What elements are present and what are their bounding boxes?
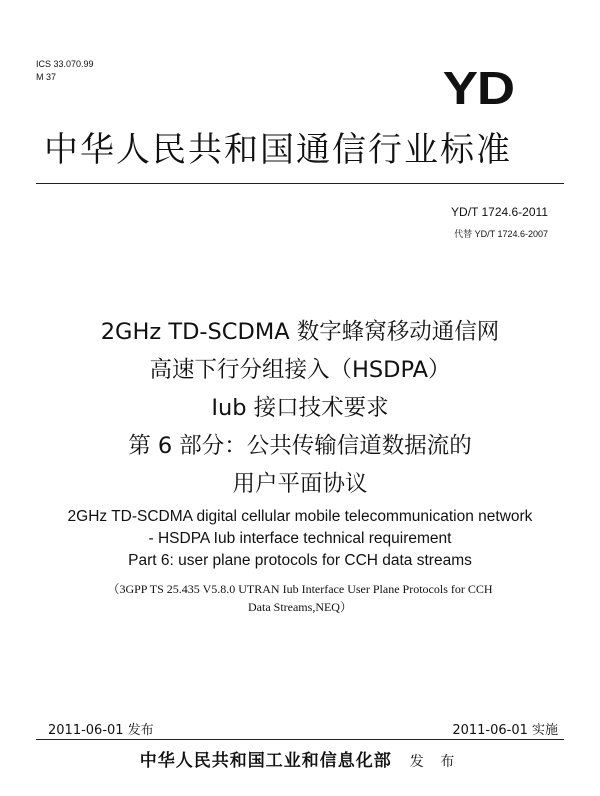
chinese-title-line: 2GHz TD-SCDMA 数字蜂窝移动通信网 [100,319,500,345]
header-rule [36,183,564,184]
chinese-title [0,313,600,503]
ics-code: ICS 33.070.99 [36,59,94,69]
english-title-line: 2GHz TD-SCDMA digital cellular mobile telecommunication network [67,508,533,525]
replaces-note: 代替 YD/T 1724.6-2007 [454,229,548,239]
issuing-authority [0,746,600,771]
publish-date: 2011-06-01 发布 [48,723,154,738]
classification-codes [36,58,94,84]
chinese-title-line: 第 6 部分：公共传输信道数据流的 [128,433,472,459]
issuer-name: 中华人民共和国工业和信息化部 [139,751,392,771]
implement-date: 2011-06-01 实施 [452,723,558,738]
ccs-code: M 37 [36,72,57,82]
standard-category-title: 中华人民共和国通信行业标准 [44,130,512,170]
standard-number: YD/T 1724.6-2011 [451,205,548,219]
issue-word: 发 布 [409,754,461,770]
chinese-title-line: 高速下行分组接入（HSDPA） [149,357,451,383]
english-title [0,506,600,572]
english-title-line: Part 6: user plane protocols for CCH data streams [128,552,472,569]
chinese-title-line: Iub 接口技术要求 [211,395,389,421]
chinese-title-line: 用户平面协议 [232,471,368,497]
reference-note [0,580,600,616]
reference-line: Data Streams,NEQ） [248,600,352,614]
footer-rule [36,739,564,740]
yd-logo: YD [442,62,514,114]
english-title-line: - HSDPA Iub interface technical requirement [148,530,452,547]
reference-line: （3GPP TS 25.435 V5.8.0 UTRAN Iub Interface User Plane Protocols for CCH [107,582,493,596]
